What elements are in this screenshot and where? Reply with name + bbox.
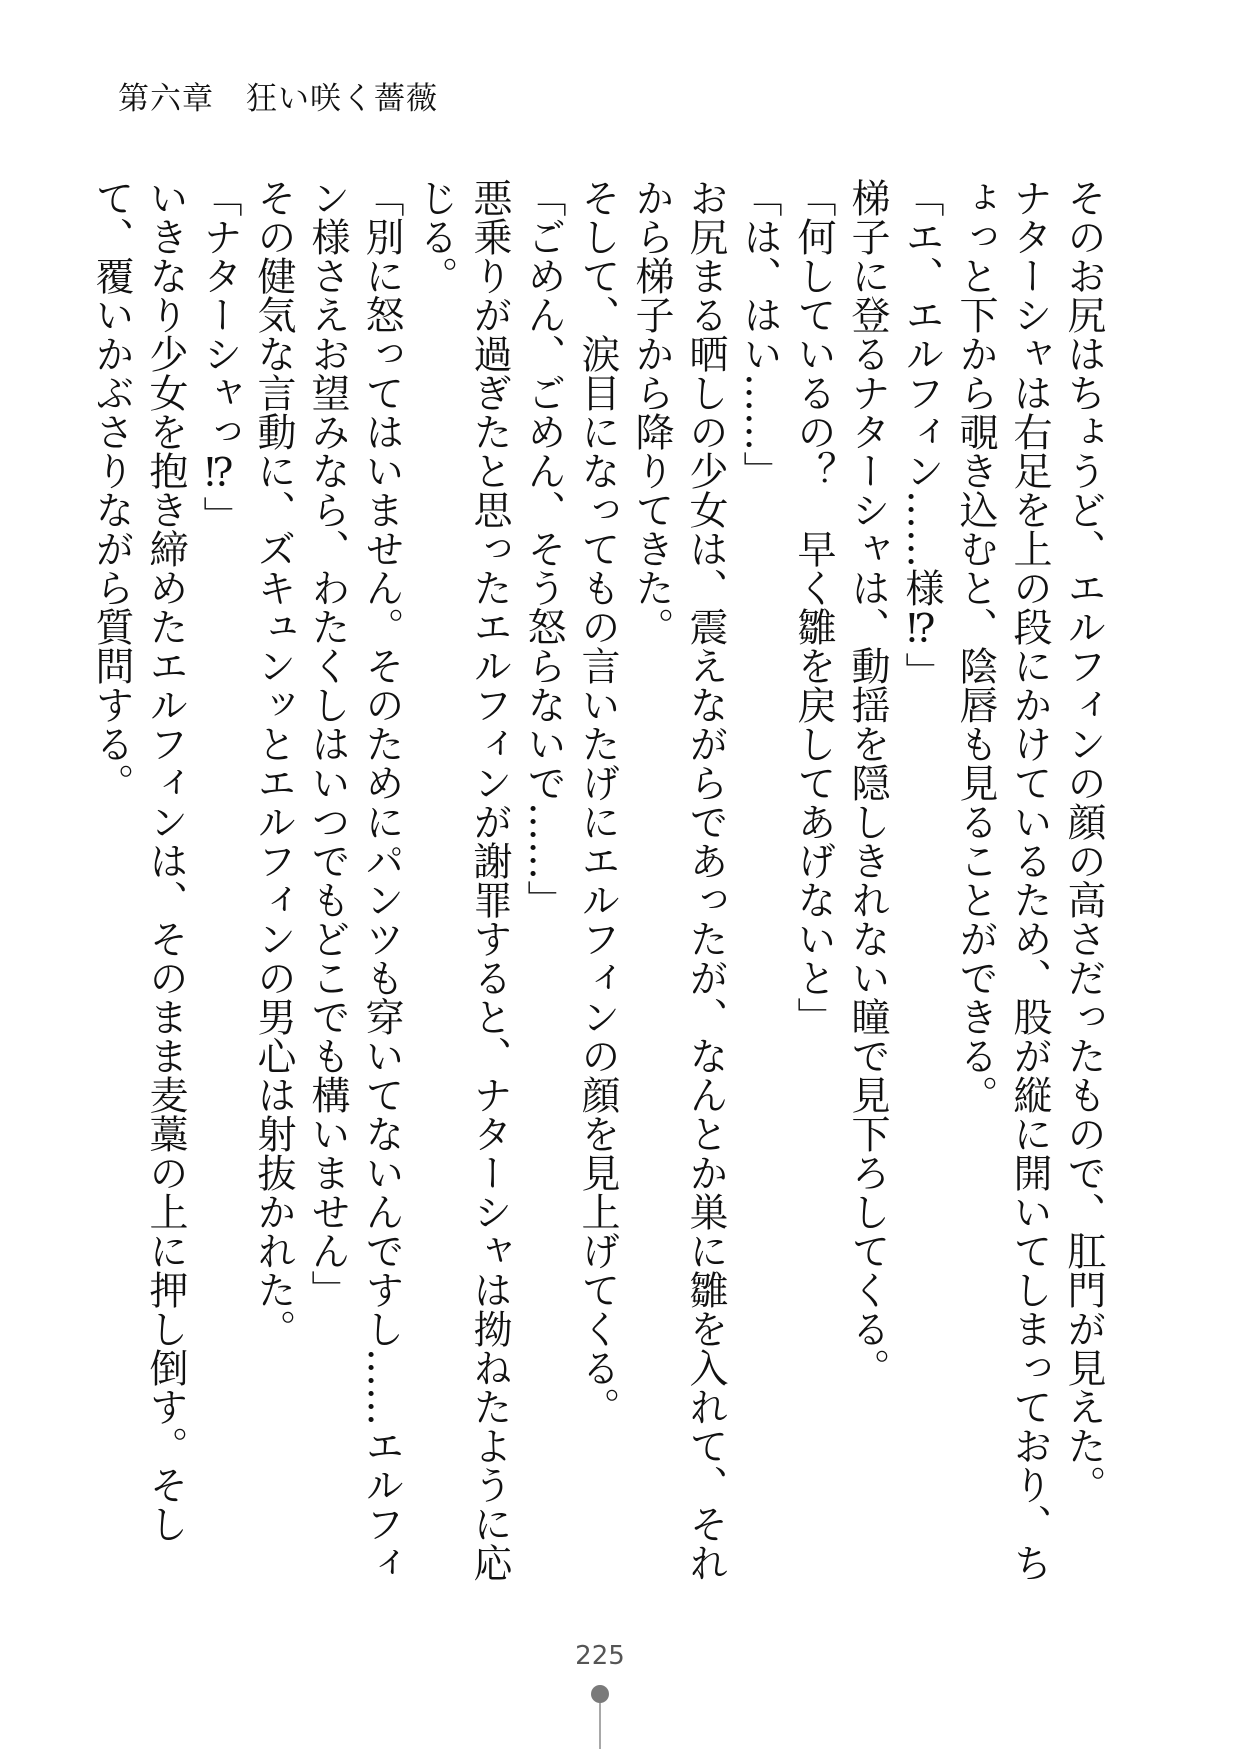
- paragraph: そして、涙目になってもの言いたげにエルフィンの顔を見上げてくる。: [575, 178, 620, 1426]
- paragraph: ナターシャは右足を上の段にかけているため、股が縦に開いてしまっており、ちょっと下から覗き込むと、陰唇も見ることができる。: [953, 178, 1052, 1582]
- body-text: [89, 178, 1110, 1598]
- paragraph: いきなり少女を抱き締めたエルフィンは、そのまま麦藁の上に押し倒す。そして、覆いかぶさりながら質問する。: [89, 178, 188, 1543]
- paragraph: 悪乗りが過ぎたと思ったエルフィンが謝罪すると、ナターシャは拗ねたように応じる。: [413, 178, 512, 1582]
- paragraph: 「エ、エルフィン……様⁉」: [899, 178, 944, 691]
- paragraph: そのお尻はちょうど、エルフィンの顔の高さだったもので、肛門が見えた。: [1061, 178, 1106, 1504]
- paragraph: 「ナターシャっ⁉」: [197, 178, 242, 535]
- page-number: 225: [575, 1641, 625, 1671]
- paragraph: その健気な言動に、ズキュンッとエルフィンの男心は射抜かれた。: [251, 178, 296, 1348]
- page-marker-line: [599, 1703, 601, 1749]
- page-marker-dot: [591, 1685, 609, 1703]
- paragraph: 「別に怒ってはいません。そのためにパンツも穿いてないんですし……エルフィン様さえお望みなら、わたくしはいつでもどこでも構いません」: [305, 178, 404, 1582]
- paragraph: 「何しているの？ 早く雛を戻してあげないと」: [791, 178, 836, 1036]
- paragraph: お尻まる晒しの少女は、震えながらであったが、なんとか巣に雛を入れて、それから梯子から降りてきた。: [629, 178, 728, 1582]
- paragraph: 「ごめん、ごめん、そう怒らないで……」: [521, 178, 566, 919]
- paragraph: 梯子に登るナターシャは、動揺を隠しきれない瞳で見下ろしてくる。: [845, 178, 890, 1387]
- paragraph: 「は、はい……」: [737, 178, 782, 490]
- running-head: 第六章 狂い咲く薔薇: [118, 81, 438, 117]
